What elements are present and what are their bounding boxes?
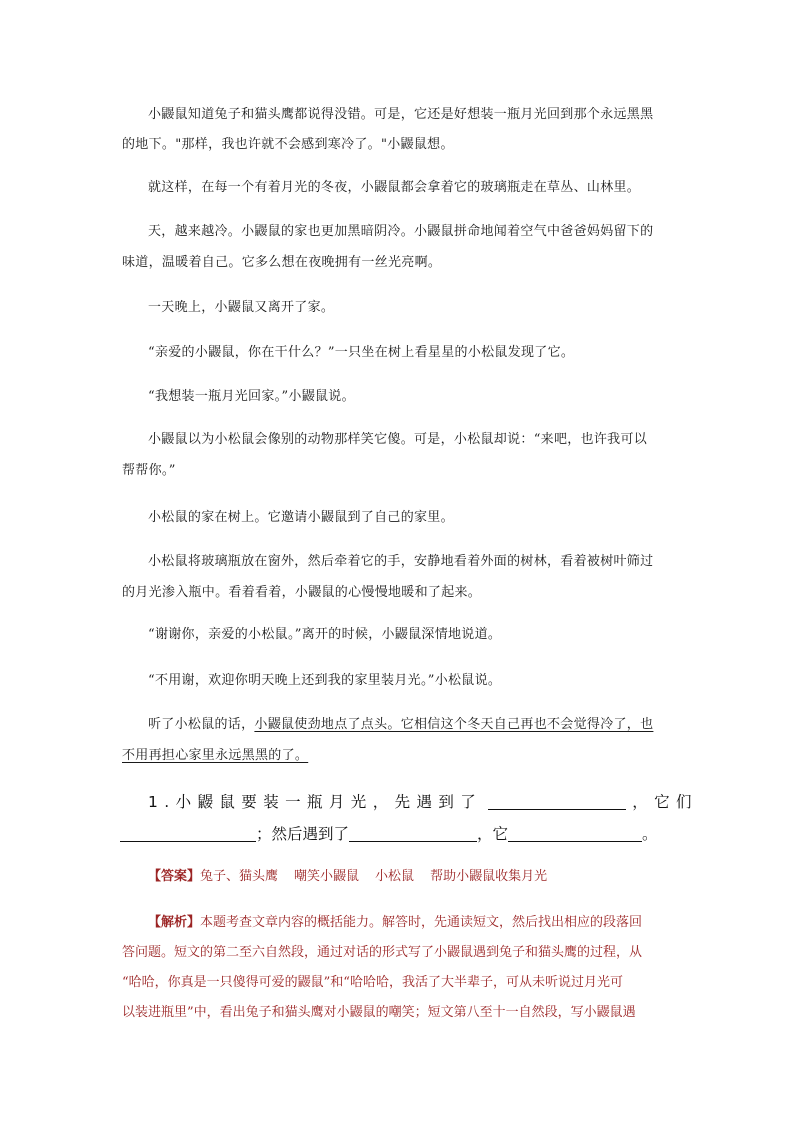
- story-paragraph-6: “我想装一瓶月光回家。”小鼹鼠说。: [148, 389, 355, 404]
- underlined-sentence: 小鼹鼠使劲地点了点头。它相信这个冬天自己再也不会觉得冷了，也: [254, 717, 654, 732]
- answer-blank-2[interactable]: [120, 825, 256, 842]
- explanation-line-3: “哈哈，你真是一只傻得可爱的鼹鼠”和“哈哈哈，我活了大半辈子，可从未听说过月光可: [122, 975, 623, 990]
- answer-blank-1[interactable]: [488, 793, 626, 810]
- explanation-line-4: 以装进瓶里”中，看出兔子和猫头鹰对小鼹鼠的嘲笑；短文第八至十一自然段，写小鼹鼠遇: [122, 1005, 636, 1020]
- answer-item: 兔子、猫头鹰: [200, 869, 279, 884]
- story-paragraph-3-cont: 味道，温暖着自己。它多么想在夜晚拥有一丝光亮啊。: [122, 255, 442, 270]
- story-paragraph-9: 小松鼠将玻璃瓶放在窗外，然后牵着它的手，安静地看着外面的树林，看着被树叶筛过: [148, 554, 654, 569]
- explanation-line-1: 【解析】本题考查文章内容的概括能力。解答时，先通读短文，然后找出相应的段落回: [148, 915, 643, 930]
- story-paragraph-4: 一天晚上，小鼹鼠又离开了家。: [148, 300, 335, 315]
- story-paragraph-7: 小鼹鼠以为小松鼠会像别的动物那样笑它傻。可是，小松鼠却说：“来吧，也许我可以: [148, 432, 648, 447]
- story-paragraph-10: “谢谢你，亲爱的小松鼠。”离开的时候，小鼹鼠深情地说道。: [148, 627, 502, 642]
- story-paragraph-1-cont: 的地下。"那样，我也许就不会感到寒冷了。"小鼹鼠想。: [122, 137, 454, 152]
- story-paragraph-3: 天，越来越冷。小鼹鼠的家也更加黑暗阴冷。小鼹鼠拼命地闻着空气中爸爸妈妈留下的: [148, 224, 654, 239]
- story-paragraph-1: 小鼹鼠知道兔子和猫头鹰都说得没错。可是，它还是好想装一瓶月光回到那个永远黑黑: [148, 107, 654, 122]
- explanation-block: [122, 908, 674, 1028]
- question-number: 1.: [148, 793, 176, 811]
- question-1-line-2: ；然后遇到了 ，它 。: [120, 818, 646, 851]
- explanation-line-2: 答问题。短文的第二至六自然段，通过对话的形式写了小鼹鼠遇到兔子和猫头鹰的过程，从: [122, 945, 643, 960]
- answer-item: 帮助小鼹鼠收集月光: [430, 869, 548, 884]
- underlined-sentence-cont: 不用再担心家里永远黑黑的了。: [122, 748, 309, 763]
- answer-item: 嘲笑小鼹鼠: [294, 869, 360, 884]
- answer-tag: 【答案】: [148, 869, 201, 884]
- story-paragraph-5: “亲爱的小鼹鼠，你在干什么？”一只坐在树上看星星的小松鼠发现了它。: [148, 345, 575, 360]
- explanation-tag: 【解析】: [148, 915, 201, 930]
- answer-blank-4[interactable]: [508, 825, 642, 842]
- story-paragraph-9-cont: 的月光渗入瓶中。看着看着，小鼹鼠的心慢慢地暖和了起来。: [122, 585, 482, 600]
- question-1-line-1: 1.小鼹鼠要装一瓶月光，先遇到了 ，它们: [148, 793, 698, 811]
- story-paragraph-7-cont: 帮帮你。”: [122, 463, 176, 478]
- story-paragraph-12: 听了小松鼠的话，小鼹鼠使劲地点了点头。它相信这个冬天自己再也不会觉得冷了，也: [148, 717, 654, 732]
- story-paragraph-2: 就这样，在每一个有着月光的冬夜，小鼹鼠都会拿着它的玻璃瓶走在草丛、山林里。: [148, 180, 641, 195]
- answer-line: [148, 862, 547, 892]
- answer-item: 小松鼠: [375, 869, 415, 884]
- answer-blank-3[interactable]: [349, 825, 477, 842]
- story-paragraph-11: “不用谢，欢迎你明天晚上还到我的家里装月光。”小松鼠说。: [148, 673, 502, 688]
- story-paragraph-8: 小松鼠的家在树上。它邀请小鼹鼠到了自己的家里。: [148, 510, 454, 525]
- story-paragraph-12-cont: [122, 740, 674, 772]
